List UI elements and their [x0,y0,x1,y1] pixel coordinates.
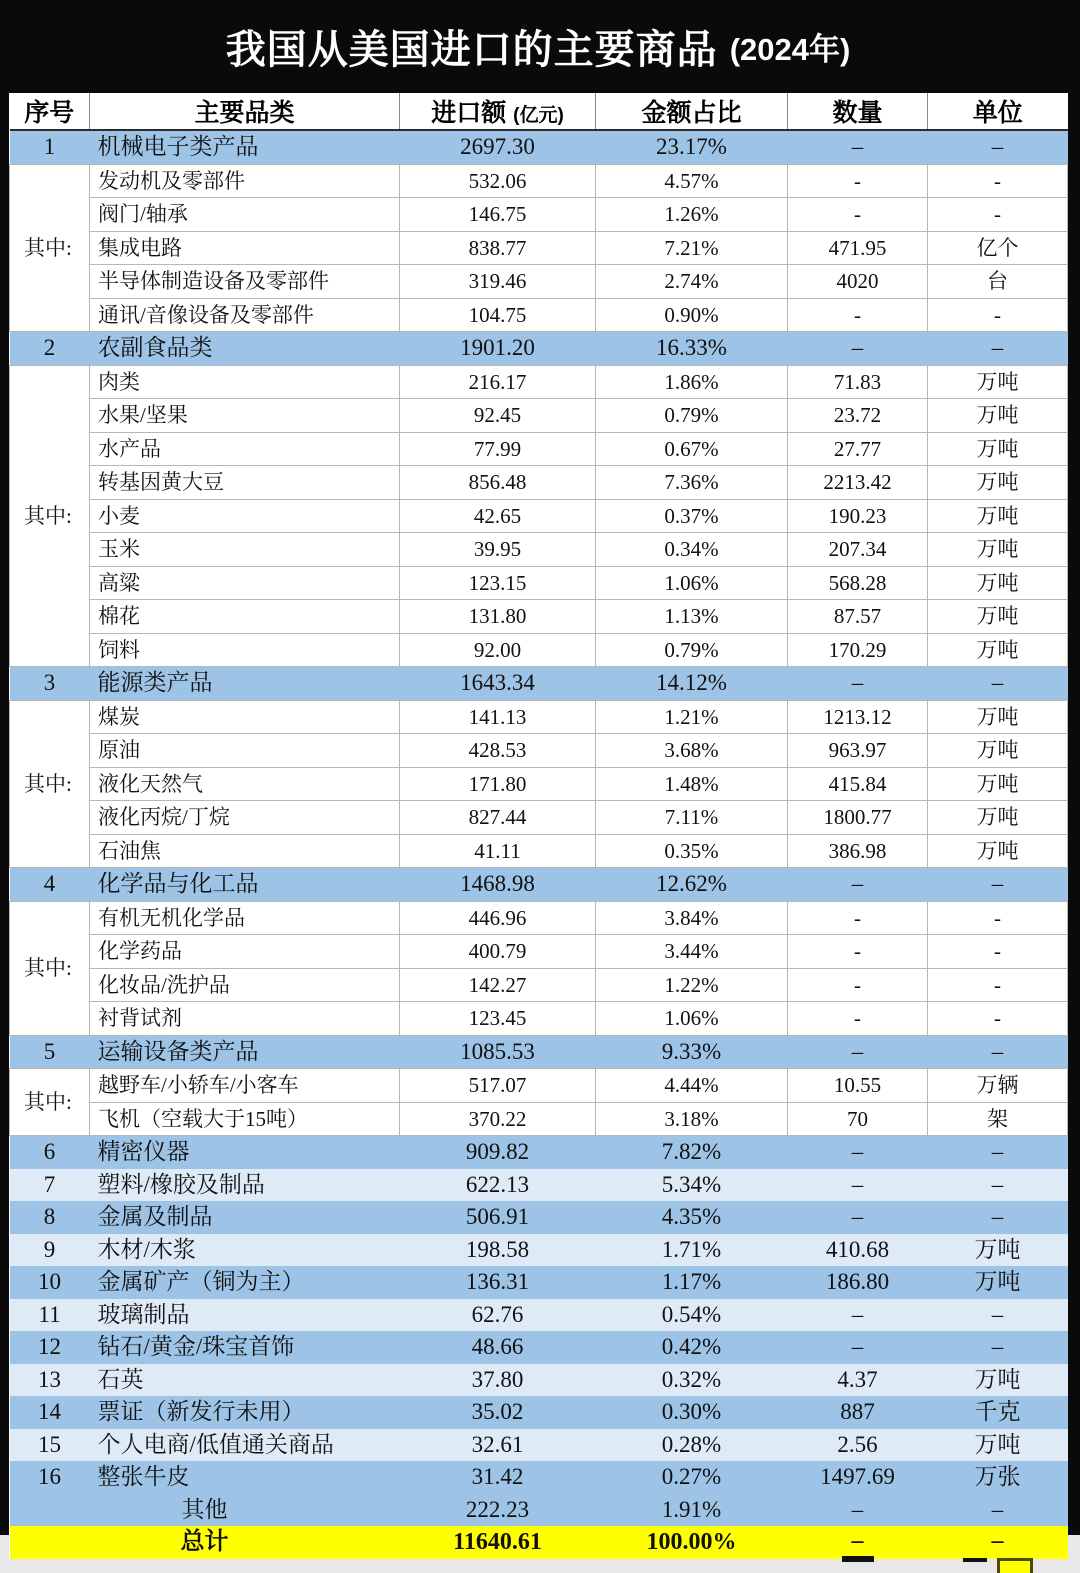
page-title-year: (2024年) [729,32,851,67]
row-number: 1 [10,130,90,164]
category-name: 票证（新发行未用） [90,1396,400,1429]
unit: 万吨 [928,700,1068,734]
row-number: 6 [10,1136,90,1169]
import-amount: 400.79 [400,935,596,969]
amount-share: 3.68% [596,734,788,768]
category-row-2 [10,332,1068,366]
row-number: 5 [10,1035,90,1069]
import-amount: 42.65 [400,499,596,533]
row-number: 3 [10,667,90,701]
category-name: 农副食品类 [90,332,400,366]
sub-row [10,1002,1068,1036]
unit: – [928,1136,1068,1169]
item-name: 肉类 [90,365,400,399]
sub-row [10,1102,1068,1136]
import-amount: 32.61 [400,1429,596,1462]
quantity: 2213.42 [788,466,928,500]
sub-row [10,935,1068,969]
quantity: 170.29 [788,633,928,667]
among-label: 其中: [10,1069,90,1136]
quantity: 4020 [788,265,928,299]
quantity: – [788,868,928,902]
item-name: 通讯/音像设备及零部件 [90,298,400,332]
unit: – [928,1299,1068,1332]
sub-row [10,198,1068,232]
sub-row [10,600,1068,634]
sub-row [10,533,1068,567]
unit: 万吨 [928,499,1068,533]
col-header-unit: 单位 [928,93,1068,130]
quantity: – [788,1299,928,1332]
item-name: 石油焦 [90,834,400,868]
amount-share: 4.44% [596,1069,788,1103]
unit: – [928,1169,1068,1202]
sub-row [10,767,1068,801]
amount-share: 0.34% [596,533,788,567]
unit: – [928,1035,1068,1069]
item-name: 半导体制造设备及零部件 [90,265,400,299]
item-name: 棉花 [90,600,400,634]
among-label: 其中: [10,164,90,332]
amount-share: 4.35% [596,1201,788,1234]
category-name: 金属及制品 [90,1201,400,1234]
amount-share: 4.57% [596,164,788,198]
unit: 万吨 [928,432,1068,466]
category-row-10 [10,1266,1068,1299]
import-amount: 171.80 [400,767,596,801]
category-row-5 [10,1035,1068,1069]
unit: 亿个 [928,231,1068,265]
quantity: 2.56 [788,1429,928,1462]
category-name: 个人电商/低值通关商品 [90,1429,400,1462]
amount-share: 7.11% [596,801,788,835]
amount-share: 1.06% [596,566,788,600]
item-name: 越野车/小轿车/小客车 [90,1069,400,1103]
quantity: - [788,935,928,969]
quantity: – [788,130,928,164]
import-amount: 35.02 [400,1396,596,1429]
imports-table [9,93,1068,1559]
quantity: 23.72 [788,399,928,433]
amount-share: 1.86% [596,365,788,399]
category-row-9 [10,1234,1068,1267]
import-amount: 2697.30 [400,130,596,164]
import-amount: 1468.98 [400,868,596,902]
import-amount: 31.42 [400,1461,596,1494]
quantity: 963.97 [788,734,928,768]
item-name: 水果/坚果 [90,399,400,433]
item-name: 飞机（空载大于15吨） [90,1102,400,1136]
category-row-7 [10,1169,1068,1202]
item-name: 饲料 [90,633,400,667]
unit: 万吨 [928,533,1068,567]
quantity: 415.84 [788,767,928,801]
unit: 千克 [928,1396,1068,1429]
unit: - [928,298,1068,332]
import-amount: 856.48 [400,466,596,500]
category-name: 化学品与化工品 [90,868,400,902]
category-row-4 [10,868,1068,902]
import-amount: 1901.20 [400,332,596,366]
unit: 万吨 [928,466,1068,500]
quantity: - [788,298,928,332]
unit: – [928,868,1068,902]
unit: – [928,1201,1068,1234]
import-amount: 48.66 [400,1331,596,1364]
import-amount: 141.13 [400,700,596,734]
import-amount: 136.31 [400,1266,596,1299]
sub-row [10,734,1068,768]
quantity: 887 [788,1396,928,1429]
row-number: 15 [10,1429,90,1462]
import-amount: 1643.34 [400,667,596,701]
import-amount: 123.15 [400,566,596,600]
unit: 万吨 [928,399,1068,433]
category-name: 金属矿产（铜为主） [90,1266,400,1299]
col-header-import-amount-text: 进口额 [431,99,507,127]
sub-row [10,466,1068,500]
category-row-8 [10,1201,1068,1234]
sub-row [10,164,1068,198]
col-header-quantity: 数量 [788,93,928,130]
unit: - [928,198,1068,232]
sub-row [10,231,1068,265]
category-name: 能源类产品 [90,667,400,701]
category-row-15 [10,1429,1068,1462]
item-name: 转基因黄大豆 [90,466,400,500]
quantity: 568.28 [788,566,928,600]
category-row-1 [10,130,1068,164]
quantity: 70 [788,1102,928,1136]
sub-row [10,1069,1068,1103]
unit: 万吨 [928,1364,1068,1397]
item-name: 化学药品 [90,935,400,969]
col-header-import-amount-unit: (亿元) [513,105,564,126]
item-name: 集成电路 [90,231,400,265]
import-amount: 827.44 [400,801,596,835]
quantity: – [788,1169,928,1202]
unit: – [928,1331,1068,1364]
import-amount: 370.22 [400,1102,596,1136]
row-number: 13 [10,1364,90,1397]
quantity: - [788,198,928,232]
amount-share: 0.54% [596,1299,788,1332]
col-header-share: 金额占比 [596,93,788,130]
unit: 万吨 [928,767,1068,801]
quantity: – [788,1035,928,1069]
quantity: 186.80 [788,1266,928,1299]
unit: 万吨 [928,1266,1068,1299]
quantity: 207.34 [788,533,928,567]
unit: 架 [928,1102,1068,1136]
amount-share: 1.48% [596,767,788,801]
unit: 万张 [928,1461,1068,1494]
row-number: 11 [10,1299,90,1332]
amount-share: 0.37% [596,499,788,533]
import-amount: 1085.53 [400,1035,596,1069]
import-amount: 77.99 [400,432,596,466]
import-amount: 146.75 [400,198,596,232]
amount-share: 0.79% [596,633,788,667]
import-amount: 198.58 [400,1234,596,1267]
quantity: 87.57 [788,600,928,634]
quantity: 471.95 [788,231,928,265]
unit: 万吨 [928,566,1068,600]
unit: 万辆 [928,1069,1068,1103]
unit: – [928,130,1068,164]
category-name: 运输设备类产品 [90,1035,400,1069]
unit: – [928,332,1068,366]
item-name: 原油 [90,734,400,768]
sub-row [10,298,1068,332]
amount-share: 3.18% [596,1102,788,1136]
total-import-amount: 11640.61 [400,1526,596,1559]
unit: 万吨 [928,801,1068,835]
total-quantity [788,1526,928,1559]
quantity: - [788,164,928,198]
quantity: – [788,1494,928,1527]
import-amount: 532.06 [400,164,596,198]
header-row [10,93,1068,130]
among-label: 其中: [10,901,90,1035]
unit: - [928,968,1068,1002]
import-amount: 123.45 [400,1002,596,1036]
amount-share: 0.28% [596,1429,788,1462]
item-name: 有机无机化学品 [90,901,400,935]
amount-share: 0.30% [596,1396,788,1429]
total-row [10,1526,1068,1559]
import-amount: 131.80 [400,600,596,634]
import-amount: 622.13 [400,1169,596,1202]
amount-share: 3.44% [596,935,788,969]
quantity: – [788,1331,928,1364]
clipped-glyph [842,1556,874,1562]
item-name: 小麦 [90,499,400,533]
amount-share: 0.90% [596,298,788,332]
category-name: 木材/木浆 [90,1234,400,1267]
amount-share: 1.91% [596,1494,788,1527]
item-name: 衬背试剂 [90,1002,400,1036]
unit: – [928,1494,1068,1527]
import-amount: 92.00 [400,633,596,667]
amount-share: 0.32% [596,1364,788,1397]
amount-share: 1.71% [596,1234,788,1267]
category-name: 玻璃制品 [90,1299,400,1332]
sub-row [10,566,1068,600]
import-amount: 37.80 [400,1364,596,1397]
item-name: 化妆品/洗护品 [90,968,400,1002]
item-name: 发动机及零部件 [90,164,400,198]
category-row-3 [10,667,1068,701]
quantity: - [788,901,928,935]
sub-row [10,265,1068,299]
amount-share: 0.35% [596,834,788,868]
import-amount: 92.45 [400,399,596,433]
amount-share: 0.79% [596,399,788,433]
sub-row [10,432,1068,466]
category-name: 机械电子类产品 [90,130,400,164]
category-name: 整张牛皮 [90,1461,400,1494]
col-header-seq: 序号 [10,93,90,130]
sub-row [10,700,1068,734]
row-number: 7 [10,1169,90,1202]
amount-share: 0.27% [596,1461,788,1494]
import-amount: 428.53 [400,734,596,768]
quantity: – [788,1201,928,1234]
quantity: 71.83 [788,365,928,399]
amount-share: 1.22% [596,968,788,1002]
quantity: – [788,667,928,701]
amount-share: 1.17% [596,1266,788,1299]
quantity: – [788,332,928,366]
amount-share: 1.13% [596,600,788,634]
import-amount: 838.77 [400,231,596,265]
unit: - [928,164,1068,198]
among-label: 其中: [10,365,90,667]
amount-share: 7.21% [596,231,788,265]
item-name: 液化丙烷/丁烷 [90,801,400,835]
quantity: 27.77 [788,432,928,466]
unit: - [928,1002,1068,1036]
col-header-category: 主要品类 [90,93,400,130]
unit: 万吨 [928,1234,1068,1267]
quantity: 1800.77 [788,801,928,835]
among-label: 其中: [10,700,90,868]
import-amount: 142.27 [400,968,596,1002]
row-number: 10 [10,1266,90,1299]
amount-share: 23.17% [596,130,788,164]
amount-share: 9.33% [596,1035,788,1069]
quantity: 1497.69 [788,1461,928,1494]
amount-share: 12.62% [596,868,788,902]
item-name: 玉米 [90,533,400,567]
import-amount: 104.75 [400,298,596,332]
quantity: 4.37 [788,1364,928,1397]
row-number: 4 [10,868,90,902]
quantity: 1213.12 [788,700,928,734]
category-row-6 [10,1136,1068,1169]
quantity: - [788,968,928,1002]
import-amount: 506.91 [400,1201,596,1234]
row-number: 16 [10,1461,90,1494]
category-row-12 [10,1331,1068,1364]
item-name: 水产品 [90,432,400,466]
col-header-import-amount [400,93,596,130]
clipped-glyph [963,1558,1033,1573]
amount-share: 14.12% [596,667,788,701]
quantity: 190.23 [788,499,928,533]
sub-row [10,633,1068,667]
sub-row [10,968,1068,1002]
import-amount: 319.46 [400,265,596,299]
unit: 万吨 [928,633,1068,667]
unit: – [928,667,1068,701]
sub-row [10,399,1068,433]
quantity: 410.68 [788,1234,928,1267]
unit: 台 [928,265,1068,299]
quantity: 10.55 [788,1069,928,1103]
category-name: 钻石/黄金/珠宝首饰 [90,1331,400,1364]
category-row-16 [10,1461,1068,1494]
sub-row [10,499,1068,533]
import-amount: 39.95 [400,533,596,567]
unit: 万吨 [928,1429,1068,1462]
unit: 万吨 [928,365,1068,399]
unit: - [928,935,1068,969]
amount-share: 5.34% [596,1169,788,1202]
total-share: 100.00% [596,1526,788,1559]
import-amount: 909.82 [400,1136,596,1169]
item-name: 煤炭 [90,700,400,734]
sub-row [10,365,1068,399]
amount-share: 1.26% [596,198,788,232]
amount-share: 0.42% [596,1331,788,1364]
item-name: 高粱 [90,566,400,600]
amount-share: 7.36% [596,466,788,500]
total-label: 总计 [10,1526,400,1559]
item-name: 阀门/轴承 [90,198,400,232]
import-amount: 62.76 [400,1299,596,1332]
amount-share: 2.74% [596,265,788,299]
import-amount: 216.17 [400,365,596,399]
amount-share: 1.06% [596,1002,788,1036]
amount-share: 3.84% [596,901,788,935]
amount-share: 16.33% [596,332,788,366]
category-row-14 [10,1396,1068,1429]
category-row-13 [10,1364,1068,1397]
category-row-other [10,1494,1068,1527]
category-name: 石英 [90,1364,400,1397]
sub-row [10,834,1068,868]
row-number: 2 [10,332,90,366]
category-name: 精密仪器 [90,1136,400,1169]
import-amount: 446.96 [400,901,596,935]
amount-share: 7.82% [596,1136,788,1169]
unit: 万吨 [928,834,1068,868]
total-unit-dash: – [991,1528,1004,1554]
title-bar [9,0,1067,93]
import-amount: 41.11 [400,834,596,868]
unit: 万吨 [928,600,1068,634]
sub-row [10,801,1068,835]
amount-share: 1.21% [596,700,788,734]
import-amount: 517.07 [400,1069,596,1103]
category-row-11 [10,1299,1068,1332]
category-name: 塑料/橡胶及制品 [90,1169,400,1202]
page-title: 我国从美国进口的主要商品 [225,28,718,72]
unit: - [928,901,1068,935]
import-amount: 222.23 [400,1494,596,1527]
row-number: 9 [10,1234,90,1267]
unit: 万吨 [928,734,1068,768]
quantity: - [788,1002,928,1036]
row-number: 12 [10,1331,90,1364]
item-name: 液化天然气 [90,767,400,801]
row-number: 8 [10,1201,90,1234]
quantity: – [788,1136,928,1169]
quantity: 386.98 [788,834,928,868]
total-unit [928,1526,1068,1559]
row-number: 14 [10,1396,90,1429]
sub-row [10,901,1068,935]
total-quantity-dash: – [851,1528,864,1554]
category-name: 其他 [10,1494,400,1527]
amount-share: 0.67% [596,432,788,466]
